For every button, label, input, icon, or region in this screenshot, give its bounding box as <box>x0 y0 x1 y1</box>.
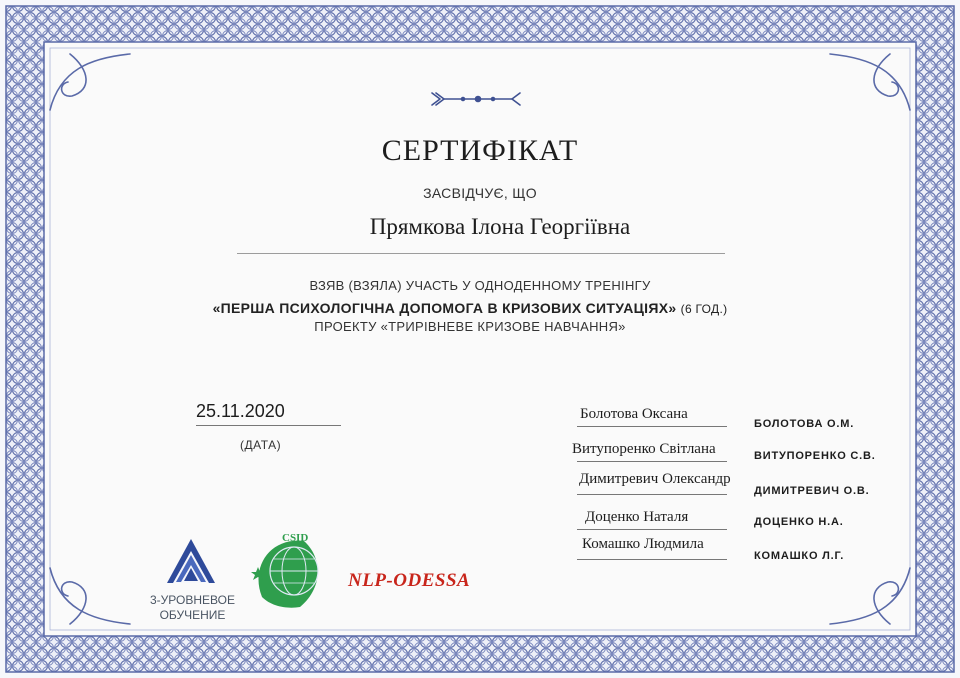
three-level-logo-line2: ОБУЧЕНИЕ <box>159 608 226 622</box>
csid-label: CSID <box>282 532 309 544</box>
signature-line <box>577 461 727 462</box>
recipient-name: Прямкова Ілона Георгіївна <box>369 214 631 239</box>
training-title: «ПЕРША ПСИХОЛОГІЧНА ДОПОМОГА В КРИЗОВИХ СИТУАЦІЯХ» <box>212 300 677 316</box>
csid-logo-icon <box>248 527 328 613</box>
signature-handwritten: Витупоренко Світлана <box>572 441 716 457</box>
training-hours: (6 ГОД.) <box>680 302 728 316</box>
signature-handwritten: Болотова Оксана <box>580 406 688 422</box>
signature-printed-name: ДОЦЕНКО Н.А. <box>754 516 844 528</box>
signature-line <box>577 426 727 427</box>
training-line <box>0 300 940 316</box>
project-text: ПРОЕКТУ «ТРИРІВНЕВЕ КРИЗОВЕ НАВЧАННЯ» <box>314 319 626 334</box>
three-level-logo-icon <box>163 537 219 589</box>
name-underline <box>237 253 725 254</box>
three-level-logo-line1: 3-УРОВНЕВОЕ <box>150 593 235 607</box>
signature-printed-name: ДИМИТРЕВИЧ О.В. <box>754 485 870 497</box>
signature-handwritten: Димитревич Олександр <box>579 471 731 487</box>
issue-date: 25.11.2020 <box>196 401 285 421</box>
signature-printed-name: БОЛОТОВА О.М. <box>754 418 855 430</box>
three-level-logo-text <box>145 593 240 623</box>
date-underline <box>196 425 341 426</box>
signature-line <box>577 559 727 560</box>
signature-line <box>577 494 727 495</box>
signature-handwritten: Доценко Наталя <box>585 509 689 525</box>
participation-text: ВЗЯВ (ВЗЯЛА) УЧАСТЬ У ОДНОДЕННОМУ ТРЕНІНГУ <box>309 278 651 293</box>
signature-printed-name: ВИТУПОРЕНКО С.В. <box>754 450 876 462</box>
certificate-title: СЕРТИФІКАТ <box>381 134 579 167</box>
signature-handwritten: Комашко Людмила <box>582 536 704 552</box>
nlp-odessa-logo: NLP-ODESSA <box>348 570 471 591</box>
attests-label: ЗАСВІДЧУЄ, ЩО <box>423 185 537 201</box>
date-label: (ДАТА) <box>240 438 282 452</box>
signature-printed-name: КОМАШКО Л.Г. <box>754 550 845 562</box>
signature-line <box>577 529 727 530</box>
